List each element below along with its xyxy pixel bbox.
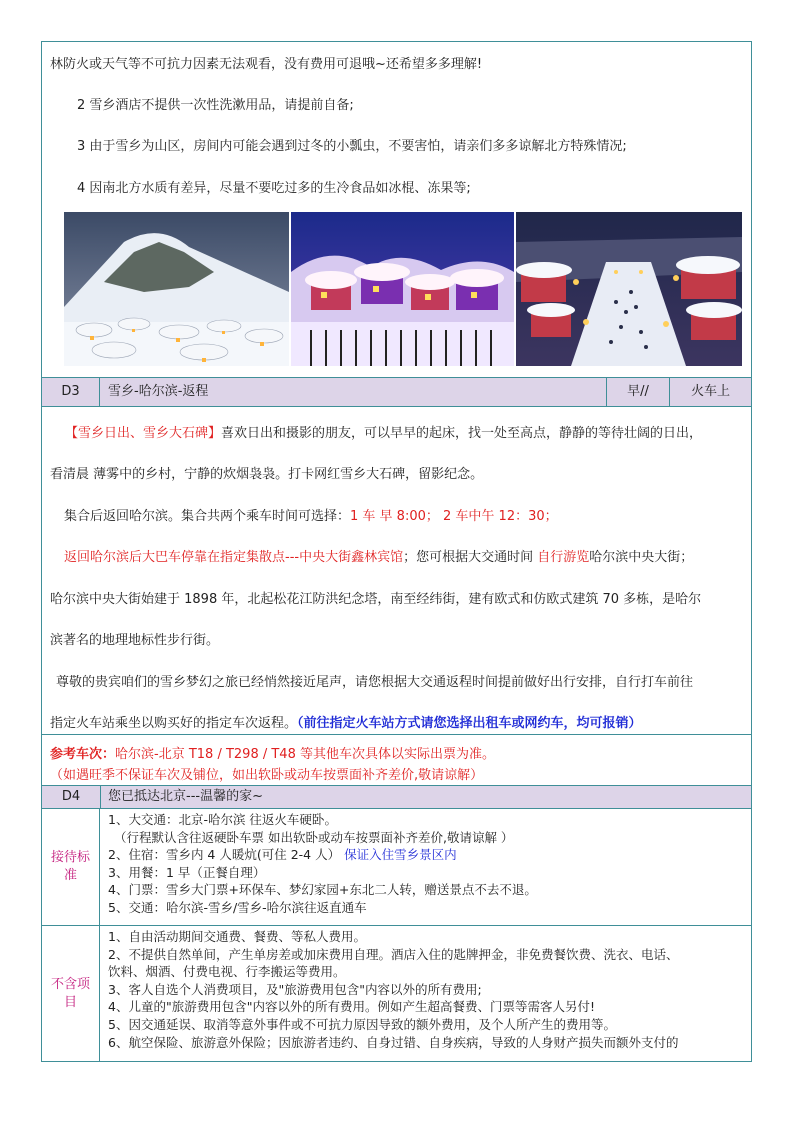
d3-p3-lead: 集合后返回哈尔滨。集合共两个乘车时间可选择： [64, 509, 351, 524]
note-line-2: 2 雪乡酒店不提供一次性洗漱用品，请提前自备; [77, 98, 354, 113]
day3-route: 雪乡-哈尔滨-返程 [108, 384, 209, 399]
excluded-item-2: 2、不提供自然单间，产生单房差或加床费用自理。酒店入住的匙牌押金，非免费餐饮费、洗衣、电话、 [108, 946, 679, 962]
standard-item-4: 4、门票：雪乡大门票+环保车、梦幻家园+东北二人转，赠送景点不去不退。 [108, 882, 537, 898]
photo-strip [64, 212, 742, 366]
reception-standard-list [108, 809, 751, 917]
night-snow-houses-photo [291, 212, 514, 366]
reception-standard-label: 接待标准 [42, 809, 100, 925]
train-numbers: 哈尔滨-北京 T18 / T298 / T48 等其他车次具体以实际出票为准。 [115, 747, 495, 762]
snow-mountain-village-photo [64, 212, 289, 366]
d3-p8-lead: 指定火车站乘坐以购买好的指定车次返程。 [50, 716, 298, 731]
d3-paragraph-2: 看清晨 薄雾中的乡村，宁静的炊烟袅袅。打卡网红雪乡大石碑，留影纪念。 [50, 467, 484, 482]
train-info [42, 735, 751, 786]
itinerary-table [41, 41, 752, 1062]
day3-label: D3 [42, 378, 100, 406]
day3-meal: 早// [606, 378, 669, 406]
day3-accommodation: 火车上 [669, 378, 751, 406]
d3-paragraph-1 [65, 422, 702, 441]
excluded-item-2-cont: 饮料、烟酒、付费电视、行李搬运等费用。 [108, 964, 346, 980]
d3-paragraph-3 [64, 505, 558, 524]
note-line-3: 3 由于雪乡为山区，房间内可能会遇到过冬的小瓢虫，不要害怕，请亲们多多谅解北方特殊情况; [77, 139, 627, 154]
train-line [50, 743, 495, 762]
d3-paragraph-4 [64, 546, 693, 565]
d3-p1-text: 喜欢日出和摄影的朋友，可以早早的起床，找一处至高点，静静的等待壮阔的日出， [221, 426, 703, 441]
reception-standard-section [42, 809, 751, 926]
excluded-item-3: 3、客人自选个人消费项目，及"旅游费用包含"内容以外的所有费用; [108, 981, 482, 997]
sunrise-highlight: 【雪乡日出、雪乡大石碑】 [65, 426, 222, 441]
standard-item-1-note: （行程默认含往返硬卧车票 如出软卧或动车按票面补齐差价,敬请谅解 ） [114, 829, 514, 845]
train-note: （如遇旺季不保证车次及铺位，如出软卧或动车按票面补齐差价,敬请谅解） [50, 768, 484, 783]
day4-label: D4 [42, 786, 101, 808]
day3-header [42, 378, 751, 407]
notes-section [42, 42, 751, 378]
excluded-item-5: 5、因交通延误、取消等意外事件或不可抗力原因导致的额外费用，及个人所产生的费用等。 [108, 1016, 616, 1032]
d3-paragraph-8 [50, 712, 642, 731]
excluded-item-1: 1、自由活动期间交通费、餐费、等私人费用。 [108, 929, 366, 944]
day3-description [42, 407, 751, 735]
excluded-items-label: 不含项目 [42, 926, 100, 1061]
standard-item-2-text: 2、住宿：雪乡内 4 人暖炕(可住 2-4 人） [108, 847, 341, 863]
d3-paragraph-7: 尊敬的贵宾咱们的雪乡梦幻之旅已经悄然接近尾声，请您根据大交通返程时间提前做好出行安排，自行打车前往 [56, 675, 694, 690]
d3-paragraph-6: 滨著名的地理地标性步行街。 [50, 633, 220, 648]
excluded-item-4: 4、儿童的"旅游费用包含"内容以外的所有费用。例如产生超高餐费、门票等需客人另付! [108, 999, 595, 1015]
transport-reimburse-note: （前往指定火车站方式请您选择出租车或网约车，均可报销） [297, 716, 642, 731]
stay-guarantee: 保证入住雪乡景区内 [344, 847, 457, 863]
note-line-4: 4 因南北方水质有差异，尽量不要吃过多的生冷食品如冰棍、冻果等; [77, 181, 471, 196]
excluded-items-list [108, 926, 751, 1051]
excluded-item-6: 6、航空保险、旅游意外保险；因旅游者违约、自身过错、自身疾病，导致的人身财产损失而额外支付的 [108, 1034, 679, 1050]
standard-item-5: 5、交通：哈尔滨-雪乡/雪乡-哈尔滨往返直通车 [108, 899, 367, 915]
departure-times: 1 车 早 8:00； 2 车中午 12：30； [350, 509, 558, 524]
dropoff-point: 返回哈尔滨后大巴车停靠在指定集散点---中央大街鑫林宾馆 [64, 550, 404, 565]
note-line-1: 林防火或天气等不可抗力因素无法观看，没有费用可退哦~还希望多多理解! [50, 57, 483, 72]
d3-paragraph-5: 哈尔滨中央大街始建于 1898 年，北起松花江防洪纪念塔，南至经纬街，建有欧式和仿欧式建筑 70 多栋，是哈尔 [50, 592, 702, 607]
snow-town-street-photo [516, 212, 742, 366]
d3-p4-mid: ；您可根据大交通时间 [403, 550, 538, 565]
day4-route: 您已抵达北京---温馨的家~ [108, 789, 263, 804]
standard-item-2 [108, 846, 751, 864]
excluded-items-section [42, 926, 751, 1062]
train-label: 参考车次： [50, 747, 116, 762]
day4-header [42, 786, 751, 809]
standard-item-3: 3、用餐：1 早（正餐自理） [108, 864, 266, 880]
standard-item-1: 1、大交通：北京-哈尔滨 往返火车硬卧。 [108, 812, 337, 827]
self-tour-highlight: 自行游览 [537, 550, 590, 565]
d3-p4-tail: 哈尔滨中央大街； [589, 550, 694, 565]
